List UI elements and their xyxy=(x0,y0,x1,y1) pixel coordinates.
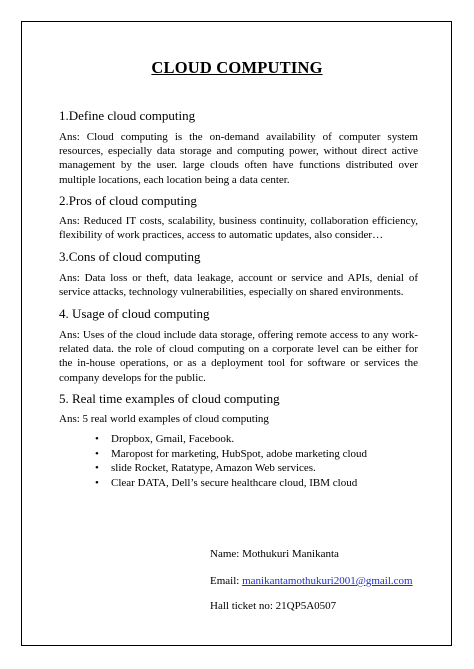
email-label: Email: xyxy=(210,575,243,587)
answer-3-paragraph: Ans: Data loss or theft, data leakage, account or service and APIs, denial of service attacks, technology vulnerabilities, especially on shared environments. xyxy=(59,272,418,299)
answer-2-paragraph: Ans: Reduced IT costs, scalability, business continuity, collaboration efficiency, flexibility of work practices, access to automatic updates, also consider… xyxy=(59,215,418,242)
hall-ticket-line: Hall ticket no: 21QP5A0507 xyxy=(210,600,337,612)
question-5-heading: 5. Real time examples of cloud computing xyxy=(59,391,280,406)
author-email-line xyxy=(210,575,413,587)
answer-4-paragraph: Ans: Uses of the cloud include data storage, offering remote access to any work-related data. the role of cloud computing on a corporate level can be either for the in-house operations, or as a deployment tool for software or services the company develops for the public. xyxy=(59,329,418,384)
email-link[interactable]: manikantamothukuri2001@gmail.com xyxy=(242,575,413,587)
question-2-heading: 2.Pros of cloud computing xyxy=(59,193,197,208)
list-item xyxy=(93,461,423,476)
document-title: CLOUD COMPUTING xyxy=(151,58,323,77)
list-item-text: slide Rocket, Ratatype, Amazon Web services. xyxy=(111,462,316,474)
examples-bullet-list xyxy=(93,432,423,490)
bullet-icon: • xyxy=(95,433,99,445)
bullet-icon: • xyxy=(95,462,99,474)
list-item-text: Maropost for marketing, HubSpot, adobe marketing cloud xyxy=(111,447,368,460)
answer-5-paragraph: Ans: 5 real world examples of cloud computing xyxy=(59,413,269,425)
list-item-text: Dropbox, Gmail, Facebook. xyxy=(111,433,235,445)
list-item-text: Clear DATA, Dell’s secure healthcare cloud, IBM cloud xyxy=(111,476,358,489)
list-item xyxy=(93,476,423,491)
list-item xyxy=(93,447,423,462)
question-3-heading: 3.Cons of cloud computing xyxy=(59,249,201,264)
question-1-heading: 1.Define cloud computing xyxy=(59,108,196,123)
list-item xyxy=(93,432,423,447)
bullet-icon: • xyxy=(95,447,99,460)
bullet-icon: • xyxy=(95,476,99,489)
answer-1-paragraph: Ans: Cloud computing is the on-demand availability of computer system resources, especially data storage and computing power, without direct active management by the user. large clouds often have functions distributed over multiple locations, each location being a data center. xyxy=(59,131,418,186)
question-4-heading: 4. Usage of cloud computing xyxy=(59,306,210,321)
author-name-line: Name: Mothukuri Manikanta xyxy=(210,548,339,560)
